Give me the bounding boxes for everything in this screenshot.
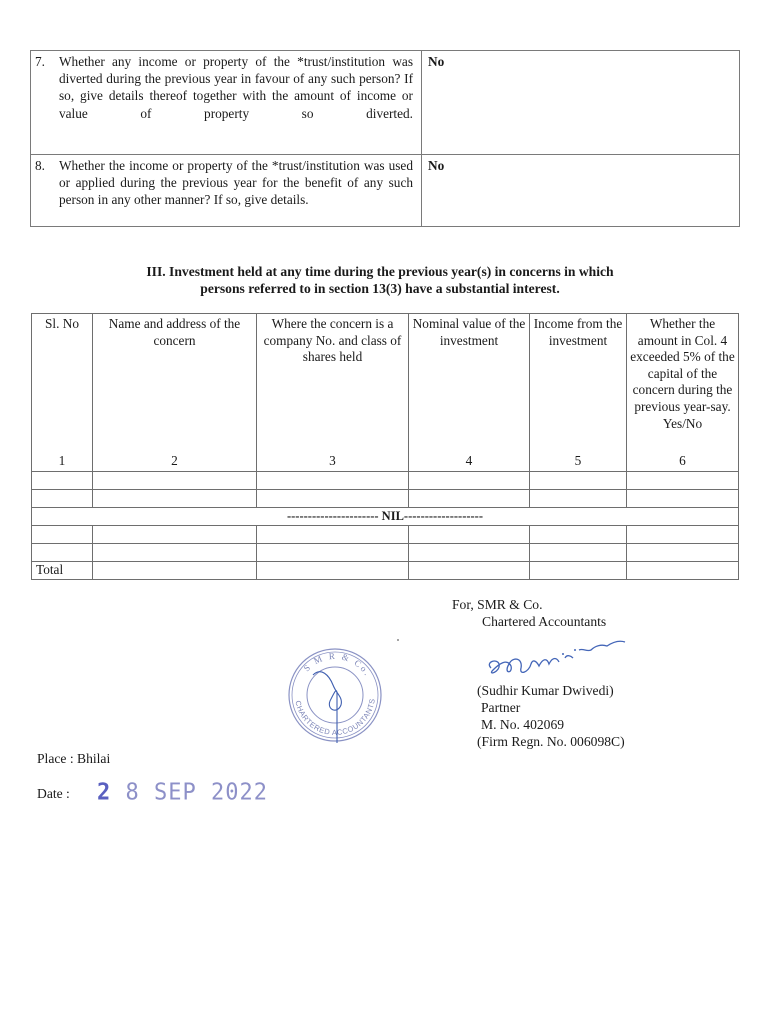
table-cell — [257, 472, 409, 490]
investment-table — [31, 313, 739, 580]
table-header-row — [32, 314, 739, 472]
question-row — [31, 155, 740, 227]
column-header — [409, 314, 530, 472]
table-cell — [530, 526, 627, 544]
signatory-role: Partner — [481, 700, 521, 715]
column-header-label: Name and address of the concern — [108, 316, 241, 348]
table-cell — [32, 526, 93, 544]
table-cell — [530, 562, 627, 580]
table-cell — [409, 472, 530, 490]
question-text: Whether the income or property of the *trust/institution was used or applied during the previous year for the benefit of any such person in any other manner? If so, give details. — [59, 158, 413, 208]
column-number: 3 — [329, 453, 336, 469]
seal-inner-ring — [307, 667, 363, 723]
question-cell — [31, 155, 422, 227]
nil-text: ---------------------- NIL------------------- — [32, 508, 739, 526]
date-stamp-day-digit: 2 — [97, 779, 112, 806]
column-number: 5 — [574, 453, 582, 469]
table-row — [32, 544, 739, 562]
date-stamp-rest: 8 SEP 2022 — [125, 779, 268, 806]
column-number: 2 — [171, 453, 178, 469]
table-cell — [409, 490, 530, 508]
column-number: 6 — [679, 453, 686, 469]
table-cell — [627, 472, 739, 490]
table-cell — [93, 490, 257, 508]
column-header — [627, 314, 739, 472]
table-cell — [409, 562, 530, 580]
column-number: 4 — [465, 453, 473, 469]
firm-name: For, SMR & Co. — [452, 597, 543, 612]
total-label: Total — [32, 562, 93, 580]
column-header-label: Nominal value of the investment — [412, 316, 526, 348]
answer-cell: No — [422, 51, 740, 155]
section-heading-line: III. Investment held at any time during the previous year(s) in concerns in which — [146, 264, 614, 279]
table-cell — [257, 490, 409, 508]
signature-dot — [574, 649, 576, 651]
total-row — [32, 562, 739, 580]
seal-outer-ring — [289, 649, 381, 741]
table-cell — [409, 526, 530, 544]
question-number: 7. — [35, 54, 45, 69]
table-cell — [257, 526, 409, 544]
section-heading — [60, 263, 700, 297]
column-header-label: Whether the amount in Col. 4 exceeded 5% of the capital of the concern during the previous year-say. Yes/No — [630, 316, 735, 431]
signature-dot — [562, 653, 564, 655]
table-cell — [32, 490, 93, 508]
signature-icon — [483, 628, 633, 684]
table-cell — [409, 544, 530, 562]
speck — [397, 639, 399, 641]
table-cell — [627, 490, 739, 508]
signatory-name: (Sudhir Kumar Dwivedi) — [477, 683, 614, 698]
table-cell — [530, 472, 627, 490]
nil-row — [32, 508, 739, 526]
table-cell — [93, 472, 257, 490]
signature-stroke — [489, 641, 625, 673]
question-text: Whether any income or property of the *trust/institution was diverted during the previous year in favour of any such person? If so, give details thereof together with the amount of income or value of property so diverted. — [59, 54, 413, 121]
question-row — [31, 51, 740, 155]
table-cell — [32, 472, 93, 490]
column-header — [93, 314, 257, 472]
column-number: 1 — [58, 453, 66, 469]
column-header — [530, 314, 627, 472]
table-cell — [530, 490, 627, 508]
column-header — [257, 314, 409, 472]
section-heading-line: persons referred to in section 13(3) have a substantial interest. — [200, 281, 560, 296]
table-row — [32, 490, 739, 508]
table-cell — [530, 544, 627, 562]
table-cell — [627, 526, 739, 544]
table-cell — [93, 526, 257, 544]
seal-bottom-text: CHARTERED ACCOUNTANTS — [293, 697, 377, 738]
column-header-label: Income from the investment — [533, 316, 623, 348]
seal-top-text: S M R & Co. — [301, 650, 374, 679]
table-row — [32, 526, 739, 544]
firm-registration-number: (Firm Regn. No. 006098C) — [477, 734, 625, 749]
answer-cell: No — [422, 155, 740, 227]
column-header-label: Sl. No — [45, 316, 79, 331]
questions-table — [30, 50, 740, 227]
table-row — [32, 472, 739, 490]
date-label: Date : — [37, 786, 70, 801]
question-cell — [31, 51, 422, 155]
table-cell — [627, 544, 739, 562]
table-cell — [627, 562, 739, 580]
table-cell — [257, 544, 409, 562]
seal-stamp-icon — [285, 645, 385, 745]
table-cell — [93, 544, 257, 562]
column-header-label: Where the concern is a company No. and class of shares held — [263, 316, 402, 365]
firm-designation: Chartered Accountants — [482, 614, 607, 629]
table-cell — [32, 544, 93, 562]
table-cell — [257, 562, 409, 580]
membership-number: M. No. 402069 — [481, 717, 565, 732]
place-label: Place : Bhilai — [37, 751, 111, 766]
column-header — [32, 314, 93, 472]
table-cell — [93, 562, 257, 580]
date-stamp — [97, 779, 268, 805]
question-number: 8. — [35, 158, 45, 173]
